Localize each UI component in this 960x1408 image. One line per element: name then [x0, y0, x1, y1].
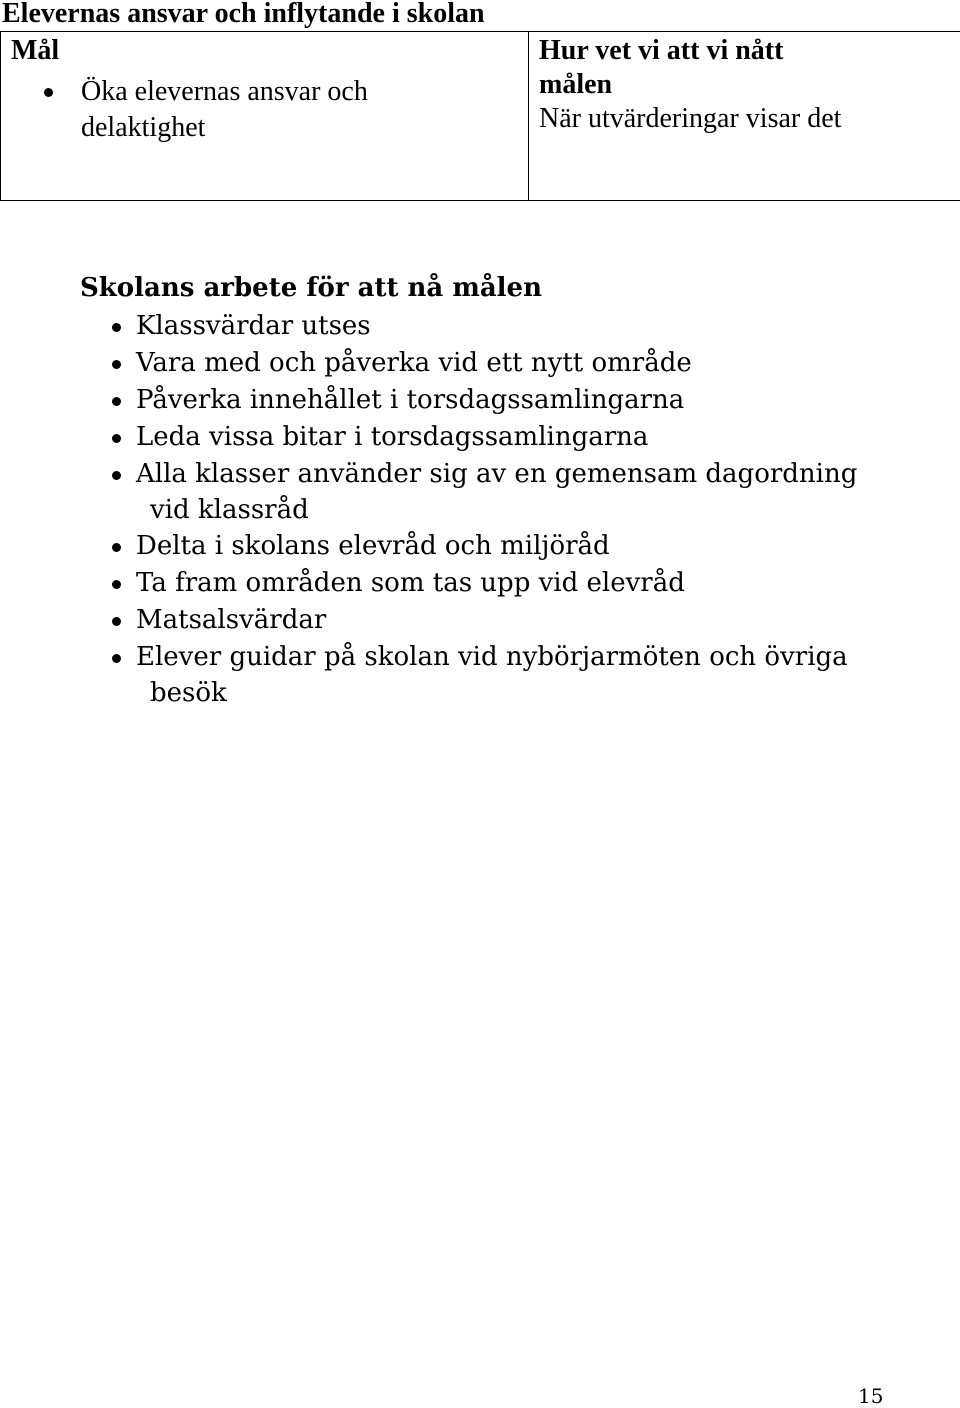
evaluation-header: [529, 32, 960, 102]
page-number: 15: [858, 1384, 883, 1408]
goals-table: [0, 31, 960, 201]
list-item: [0, 565, 876, 602]
bullet-icon: [44, 88, 53, 97]
bullet-icon: [112, 471, 121, 480]
evaluation-header-line1: Hur vet vi att vi nått: [539, 35, 783, 66]
evaluation-answer: När utvärderingar visar det: [529, 102, 960, 136]
page-heading: Elevernas ansvar och inflytande i skolan: [2, 0, 485, 30]
list-item: [0, 639, 876, 711]
list-item-text: Elever guidar på skolan vid nybörjarmöten och övriga: [136, 642, 848, 672]
list-item: [0, 456, 876, 528]
bullet-icon: [112, 434, 121, 443]
list-item-text: Alla klasser använder sig av en gemensam dagordning: [136, 459, 857, 489]
bullet-icon: [112, 360, 121, 369]
bullet-icon: [112, 397, 121, 406]
goal-cell: [1, 32, 529, 201]
list-item: [0, 528, 876, 565]
goal-text-line2: delaktighet: [81, 112, 205, 143]
evaluation-cell: [529, 32, 960, 201]
list-item: [0, 345, 876, 382]
bullet-icon: [112, 543, 121, 552]
list-item-text: Delta i skolans elevråd och miljöråd: [136, 531, 610, 561]
list-item-text: Klassvärdar utses: [136, 311, 371, 341]
list-item-continuation: besök: [136, 676, 876, 711]
bullet-icon: [112, 580, 121, 589]
goal-header: Mål: [1, 32, 528, 68]
list-item-text: Leda vissa bitar i torsdagssamlingarna: [136, 422, 648, 452]
section-title: Skolans arbete för att nå målen: [80, 270, 542, 306]
list-item: [0, 602, 876, 639]
list-item-text: Ta fram områden som tas upp vid elevråd: [136, 568, 685, 598]
list-item: [0, 382, 876, 419]
list-item-text: Påverka innehållet i torsdagssamlingarna: [136, 385, 684, 415]
evaluation-header-line2: målen: [539, 69, 612, 100]
list-item-text: Matsalsvärdar: [136, 605, 326, 635]
list-item: [0, 419, 876, 456]
work-list: [0, 308, 900, 711]
list-item: [0, 308, 876, 345]
list-item-continuation: vid klassråd: [136, 493, 876, 528]
goal-text-line1: Öka elevernas ansvar och: [81, 76, 368, 107]
goal-item: [1, 74, 461, 146]
list-item-text: Vara med och påverka vid ett nytt område: [136, 348, 692, 378]
bullet-icon: [112, 617, 121, 626]
goal-list: [1, 74, 528, 146]
bullet-icon: [112, 323, 121, 332]
bullet-icon: [112, 654, 121, 663]
